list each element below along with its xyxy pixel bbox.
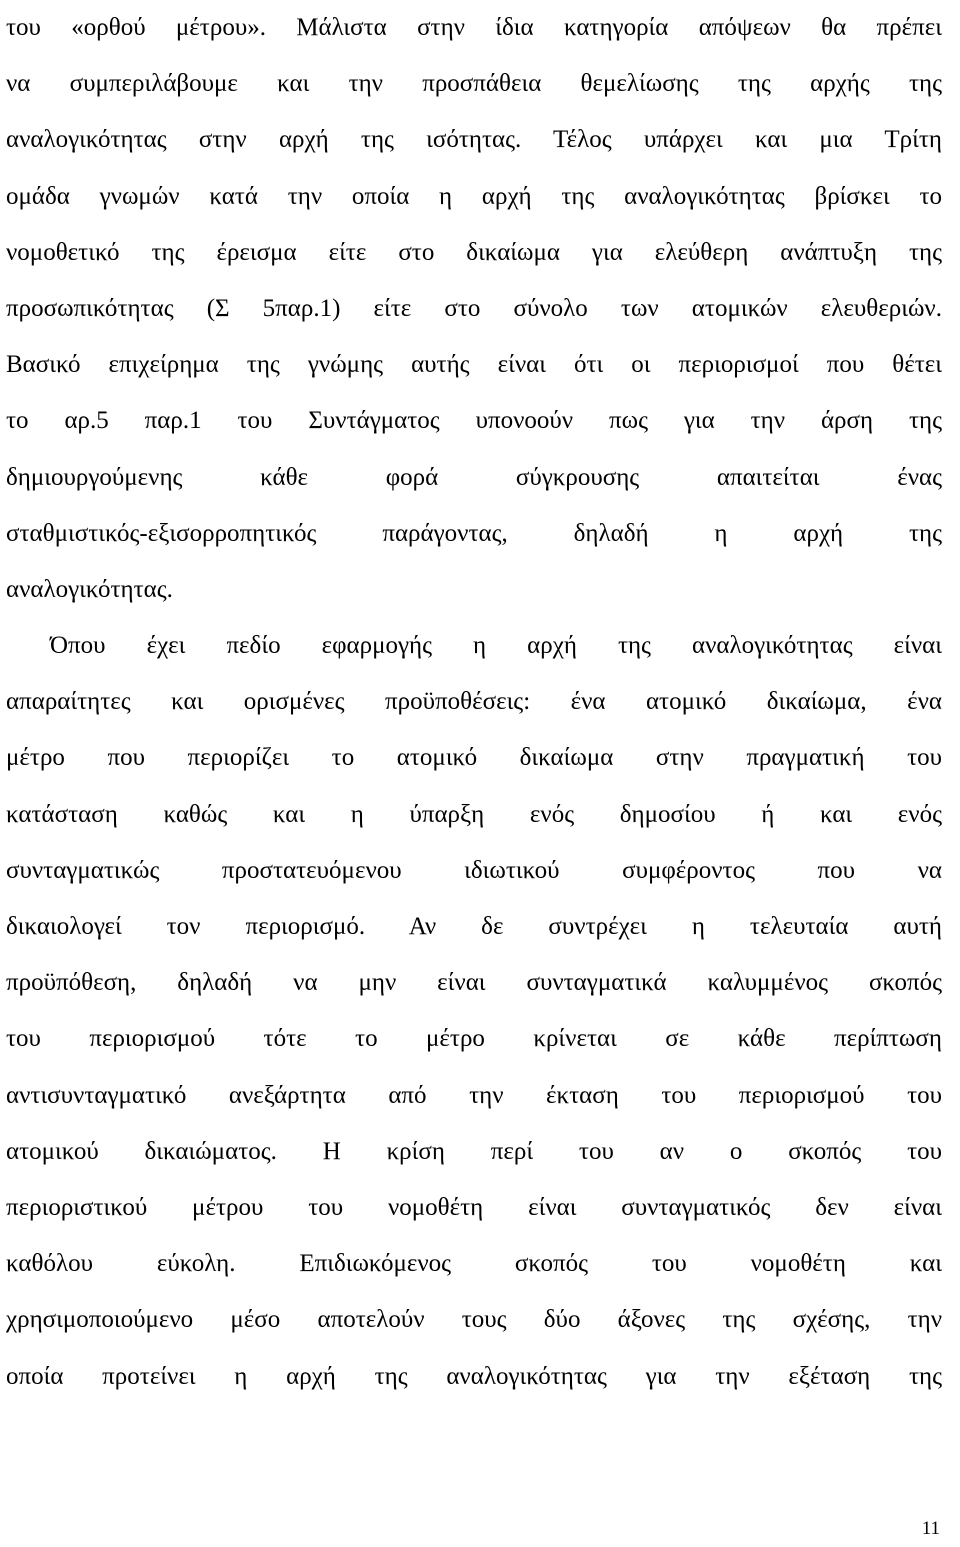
text-line: προϋπόθεση, δηλαδή να μην είναι συνταγματικά καλυμμένος σκοπός (6, 969, 942, 997)
text-line: Βασικό επιχείρημα της γνώμης αυτής είναι ότι οι περιορισμοί που θέτει (6, 351, 942, 379)
page-number: 11 (921, 1518, 940, 1539)
text-line: κατάσταση καθώς και η ύπαρξη ενός δημοσίου ή και ενός (6, 800, 942, 828)
text-line: μέτρο που περιορίζει το ατομικό δικαίωμα στην πραγματική του (6, 744, 942, 772)
text-line: ομάδα γνωμών κατά την οποία η αρχή της αναλογικότητας βρίσκει το (6, 182, 942, 210)
text-line: συνταγματικώς προστατευόμενου ιδιωτικού συμφέροντος που να (6, 856, 942, 884)
text-line: οποία προτείνει η αρχή της αναλογικότητας για την εξέταση της (6, 1362, 942, 1390)
text-line: να συμπεριλάβουμε και την προσπάθεια θεμελίωσης της αρχής της (6, 70, 942, 98)
text-line: προσωπικότητας (Σ 5παρ.1) είτε στο σύνολο των ατομικών ελευθεριών. (6, 294, 942, 322)
text-line: αναλογικότητας στην αρχή της ισότητας. Τέλος υπάρχει και μια Τρίτη (6, 126, 942, 154)
paragraph-1 (6, 0, 942, 618)
text-line: δημιουργούμενης κάθε φορά σύγκρουσης απαιτείται ένας (6, 463, 942, 491)
text-line: το αρ.5 παρ.1 του Συντάγματος υπονοούν πως για την άρση της (6, 407, 942, 435)
text-line: αντισυνταγματικό ανεξάρτητα από την έκταση του περιορισμού του (6, 1081, 942, 1109)
text-line: ατομικού δικαιώματος. Η κρίση περί του αν ο σκοπός του (6, 1137, 942, 1165)
text-line: Όπου έχει πεδίο εφαρμογής η αρχή της αναλογικότητας είναι (50, 632, 942, 660)
text-line: δικαιολογεί τον περιορισμό. Αν δε συντρέχει η τελευταία αυτή (6, 913, 942, 940)
text-line: αναλογικότητας. (6, 575, 173, 603)
text-line: καθόλου εύκολη. Επιδιωκόμενος σκοπός του νομοθέτη και (6, 1250, 942, 1278)
body-text (6, 0, 942, 1405)
text-line: του «ορθού μέτρου». Μάλιστα στην ίδια κατηγορία απόψεων θα πρέπει (6, 14, 942, 41)
text-line: νομοθετικό της έρεισμα είτε στο δικαίωμα για ελεύθερη ανάπτυξη της (6, 238, 942, 266)
paragraph-2 (6, 618, 942, 1405)
text-line: απαραίτητες και ορισμένες προϋποθέσεις: ένα ατομικό δικαίωμα, ένα (6, 688, 942, 716)
text-line: σταθμιστικός-εξισορροπητικός παράγοντας, δηλαδή η αρχή της (6, 519, 942, 547)
text-line: χρησιμοποιούμενο μέσο αποτελούν τους δύο άξονες της σχέσης, την (6, 1306, 942, 1334)
text-line: περιοριστικού μέτρου του νομοθέτη είναι συνταγματικός δεν είναι (6, 1193, 942, 1221)
text-line: του περιορισμού τότε το μέτρο κρίνεται σε κάθε περίπτωση (6, 1025, 942, 1053)
